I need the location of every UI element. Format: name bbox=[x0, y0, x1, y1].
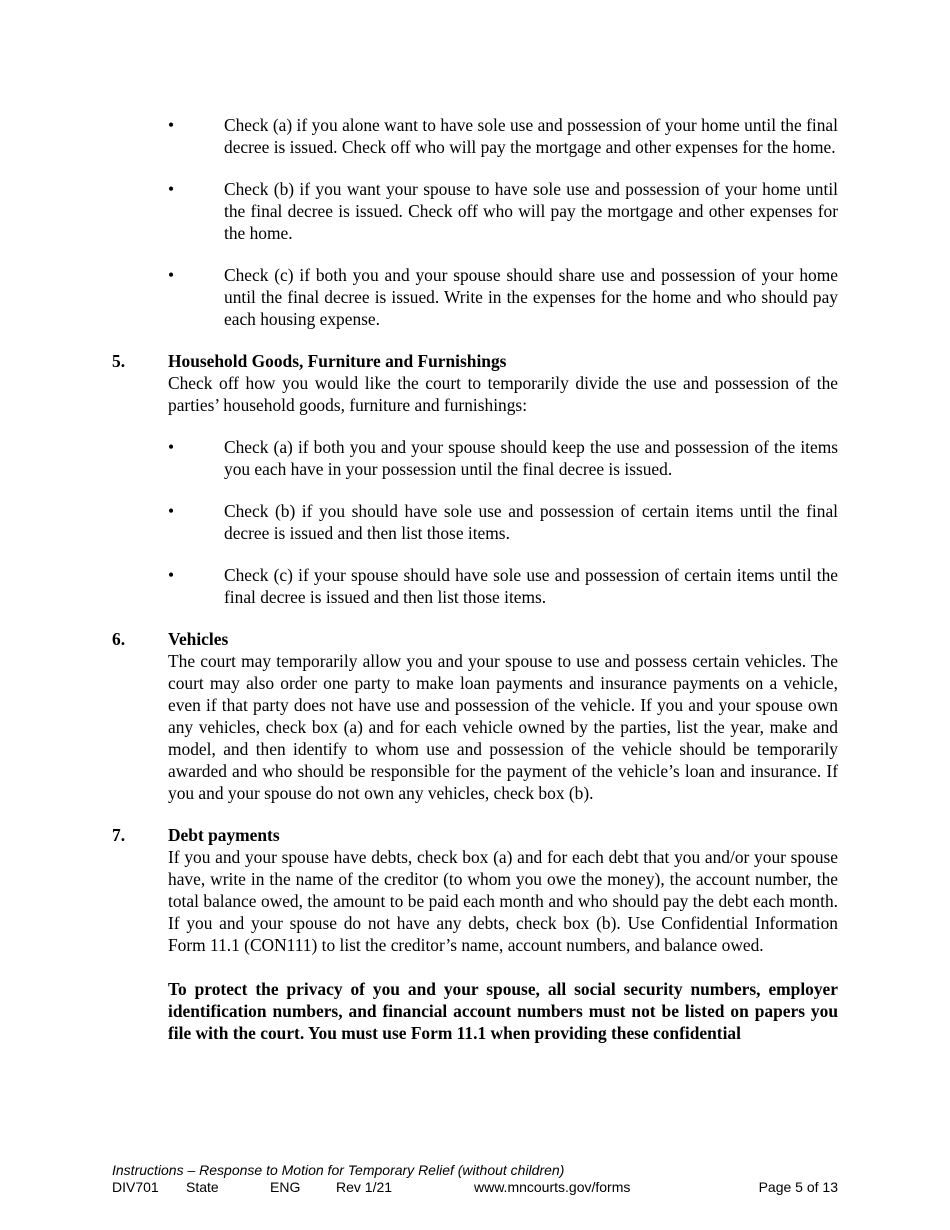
section-body: Check off how you would like the court to temporarily divide the use and possession of the parties’ household goods, furniture and furnishings: bbox=[168, 373, 838, 415]
bullet-text: Check (a) if both you and your spouse should keep the use and possession of the items you each have in your possession until the final decree is issued. bbox=[224, 437, 838, 479]
bullet-symbol: • bbox=[168, 179, 175, 199]
section-number: 7. bbox=[112, 825, 126, 845]
page-footer bbox=[112, 1162, 838, 1196]
footer-website-link[interactable]: www.mncourts.gov/forms bbox=[474, 1179, 631, 1195]
bullet-item bbox=[168, 114, 838, 158]
bullet-symbol: • bbox=[168, 265, 175, 285]
bullet-symbol: • bbox=[168, 565, 175, 585]
section-body: The court may temporarily allow you and your spouse to use and possess certain vehicles. The court may also order one party to make loan payments and insurance payments on a vehicle, even if that party does not have use and possession of the vehicle. If you and your spouse own any vehicles, check box (a) and for each vehicle owned by the parties, list the year, make and model, and then identify to whom use and possession of the vehicle should be temporarily awarded and who should be responsible for the payment of the vehicle’s loan and insurance. If you and your spouse do not own any vehicles, check box (b). bbox=[168, 651, 838, 803]
footer-type: State bbox=[186, 1179, 219, 1195]
bullet-text: Check (b) if you want your spouse to have sole use and possession of your home until the final decree is issued. Check off who will pay the mortgage and other expenses for the home. bbox=[224, 179, 838, 243]
bullet-text: Check (c) if your spouse should have sole use and possession of certain items until the final decree is issued and then list those items. bbox=[224, 565, 838, 607]
bullet-item bbox=[168, 500, 838, 544]
page-content bbox=[112, 114, 838, 1044]
bullet-item bbox=[168, 178, 838, 244]
bullet-text: Check (c) if both you and your spouse should share use and possession of your home until the final decree is issued. Write in the expenses for the home and who should pay each housing expense. bbox=[224, 265, 838, 329]
section-title: Debt payments bbox=[168, 825, 280, 845]
bullet-item bbox=[168, 436, 838, 480]
footer-language: ENG bbox=[270, 1179, 301, 1195]
section-body: If you and your spouse have debts, check box (a) and for each debt that you and/or your spouse have, write in the name of the creditor (to whom you owe the money), the account number, the total balance owed, the amount to be paid each month and who should pay the debt each month. If you and your spouse do not have any debts, check box (b). Use Confidential Information Form 11.1 (CON111) to list the creditor’s name, account numbers, and balance owed. bbox=[168, 847, 838, 955]
footer-page-number: Page 5 of 13 bbox=[758, 1179, 838, 1195]
section-debt-payments bbox=[112, 824, 838, 956]
footer-title: Instructions – Response to Motion for Temporary Relief (without children) bbox=[112, 1162, 565, 1178]
section-number: 5. bbox=[112, 351, 126, 371]
section-household-goods bbox=[112, 350, 838, 416]
bullet-symbol: • bbox=[168, 115, 175, 135]
bullet-text: Check (a) if you alone want to have sole use and possession of your home until the final decree is issued. Check off who will pay the mortgage and other expenses for the home. bbox=[224, 115, 838, 157]
section-title: Vehicles bbox=[168, 629, 229, 649]
footer-form-id: DIV701 bbox=[112, 1179, 159, 1195]
bullet-item bbox=[168, 264, 838, 330]
footer-revision: Rev 1/21 bbox=[336, 1179, 393, 1195]
bullet-symbol: • bbox=[168, 437, 175, 457]
bullet-symbol: • bbox=[168, 501, 175, 521]
bullet-item bbox=[168, 564, 838, 608]
section-number: 6. bbox=[112, 629, 126, 649]
section-title: Household Goods, Furniture and Furnishings bbox=[168, 351, 507, 371]
footer-info-row bbox=[112, 1179, 838, 1196]
privacy-notice: To protect the privacy of you and your spouse, all social security numbers, employer identification numbers, and financial account numbers must not be listed on papers you file with the court. You must use Form 11.1 when providing these confidential bbox=[168, 979, 838, 1043]
bullet-text: Check (b) if you should have sole use and possession of certain items until the final decree is issued and then list those items. bbox=[224, 501, 838, 543]
section-vehicles bbox=[112, 628, 838, 804]
